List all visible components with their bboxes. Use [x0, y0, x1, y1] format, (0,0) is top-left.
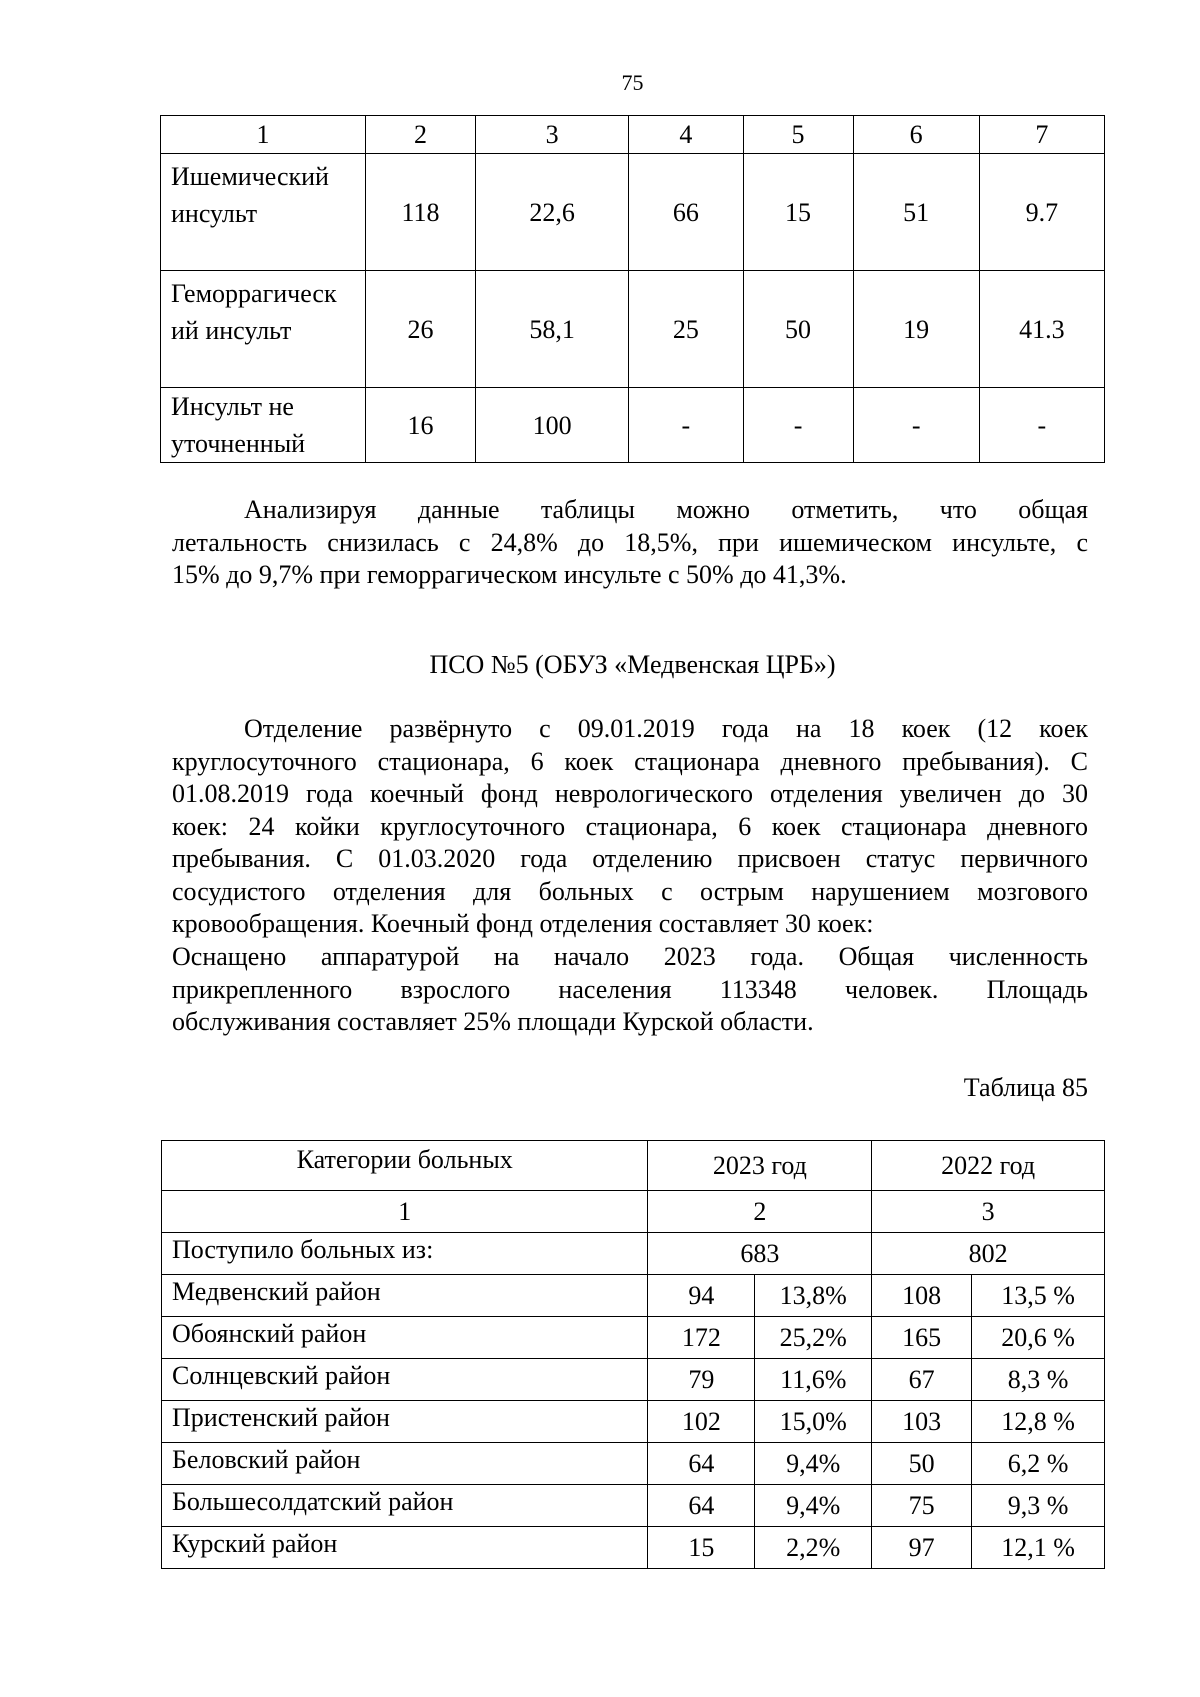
total-row: [162, 1233, 1105, 1275]
percent-2023: 2,2%: [755, 1527, 872, 1569]
column-number: 3: [476, 116, 629, 154]
patient-categories-table: [161, 1140, 1105, 1569]
count-2023: 172: [648, 1317, 755, 1359]
table-cell: 25: [629, 271, 743, 388]
table-cell: -: [853, 388, 979, 463]
column-number: 5: [743, 116, 853, 154]
count-2023: 64: [648, 1443, 755, 1485]
paragraph-line: пребывания. С 01.03.2020 года отделению присвоен статус первичного: [172, 844, 1088, 873]
region-name: Большесолдатский район: [162, 1485, 648, 1527]
paragraph-line: Отделение развёрнуто с 09.01.2019 года на 18 коек (12 коек: [244, 714, 1088, 743]
stroke-type-line: ий инсульт: [171, 316, 292, 345]
percent-2022: 8,3 %: [972, 1359, 1105, 1401]
stroke-type-line: Инсульт не: [171, 392, 294, 421]
table-row: [162, 1485, 1105, 1527]
paragraph-line: летальность снизилась с 24,8% до 18,5%, при ишемическом инсульте, с: [172, 527, 1088, 557]
year-2022-header: 2022 год: [872, 1141, 1105, 1191]
table-cell: -: [743, 388, 853, 463]
table-row: [161, 388, 1105, 463]
region-name: Беловский район: [162, 1443, 648, 1485]
table-cell: -: [629, 388, 743, 463]
region-name: Пристенский район: [162, 1401, 648, 1443]
table-row: [162, 1401, 1105, 1443]
paragraph-line: круглосуточного стационара, 6 коек стационара дневного пребывания). С: [172, 746, 1088, 776]
analysis-paragraph: [172, 494, 1088, 592]
count-2022: 108: [872, 1275, 972, 1317]
table-cell: -: [979, 388, 1104, 463]
category-header: Категории больных: [162, 1141, 648, 1191]
percent-2023: 15,0%: [755, 1401, 872, 1443]
department-paragraph: [172, 713, 1088, 941]
percent-2022: 20,6 %: [972, 1317, 1105, 1359]
total-2023: 683: [648, 1233, 872, 1275]
paragraph-line: обслуживания составляет 25% площади Курской области.: [172, 1007, 814, 1036]
percent-2023: 25,2%: [755, 1317, 872, 1359]
stroke-type-line: Ишемический: [171, 162, 329, 191]
table-cell: 58,1: [476, 271, 629, 388]
table-cell: 26: [365, 271, 475, 388]
count-2022: 50: [872, 1443, 972, 1485]
column-number: 6: [853, 116, 979, 154]
count-2023: 102: [648, 1401, 755, 1443]
stroke-type-line: уточненный: [171, 429, 306, 458]
region-name: Курский район: [162, 1527, 648, 1569]
column-number: 2: [365, 116, 475, 154]
percent-2023: 9,4%: [755, 1443, 872, 1485]
table-row: [162, 1443, 1105, 1485]
table-cell: 50: [743, 271, 853, 388]
percent-2022: 9,3 %: [972, 1485, 1105, 1527]
count-2022: 67: [872, 1359, 972, 1401]
column-number: 3: [872, 1191, 1105, 1233]
table-cell: 16: [365, 388, 475, 463]
column-number: 1: [161, 116, 366, 154]
percent-2023: 9,4%: [755, 1485, 872, 1527]
count-2023: 15: [648, 1527, 755, 1569]
percent-2023: 13,8%: [755, 1275, 872, 1317]
count-2023: 94: [648, 1275, 755, 1317]
paragraph-line: сосудистого отделения для больных с острым нарушением мозгового: [172, 876, 1088, 906]
percent-2022: 13,5 %: [972, 1275, 1105, 1317]
region-name: Медвенский район: [162, 1275, 648, 1317]
stroke-type-cell: [161, 271, 366, 388]
table-cell: 51: [853, 154, 979, 271]
stroke-lethality-table: [160, 115, 1105, 463]
table-row: [161, 154, 1105, 271]
equipment-paragraph: [172, 941, 1088, 1039]
table-cell: 22,6: [476, 154, 629, 271]
year-2023-header: 2023 год: [648, 1141, 872, 1191]
paragraph-line: коек: 24 койки круглосуточного стационара, 6 коек стационара дневного: [172, 811, 1088, 841]
table-row: [162, 1275, 1105, 1317]
paragraph-line: прикрепленного взрослого населения 113348 человек. Площадь: [172, 974, 1088, 1004]
column-number: 1: [162, 1191, 648, 1233]
table-cell: 41.3: [979, 271, 1104, 388]
table-row: [162, 1317, 1105, 1359]
total-2022: 802: [872, 1233, 1105, 1275]
total-label: Поступило больных из:: [162, 1233, 648, 1275]
count-2022: 97: [872, 1527, 972, 1569]
column-number: 4: [629, 116, 743, 154]
region-name: Обоянский район: [162, 1317, 648, 1359]
table-cell: 15: [743, 154, 853, 271]
column-number-row: [162, 1191, 1105, 1233]
percent-2022: 12,1 %: [972, 1527, 1105, 1569]
stroke-type-cell: [161, 154, 366, 271]
count-2023: 64: [648, 1485, 755, 1527]
table-row: [161, 271, 1105, 388]
table-cell: 9.7: [979, 154, 1104, 271]
percent-2023: 11,6%: [755, 1359, 872, 1401]
table-header-row: [162, 1141, 1105, 1191]
count-2022: 75: [872, 1485, 972, 1527]
percent-2022: 6,2 %: [972, 1443, 1105, 1485]
column-number: 2: [648, 1191, 872, 1233]
table-cell: 118: [365, 154, 475, 271]
paragraph-line: 15% до 9,7% при геморрагическом инсульте с 50% до 41,3%.: [172, 560, 847, 589]
paragraph-line: 01.08.2019 года коечный фонд неврологического отделения увеличен до 30: [172, 779, 1088, 808]
table-cell: 19: [853, 271, 979, 388]
table-header-row: [161, 116, 1105, 154]
count-2022: 165: [872, 1317, 972, 1359]
table-row: [162, 1527, 1105, 1569]
paragraph-line: Анализируя данные таблицы можно отметить, что общая: [244, 495, 1088, 524]
column-number: 7: [979, 116, 1104, 154]
table-cell: 66: [629, 154, 743, 271]
paragraph-line: кровообращения. Коечный фонд отделения составляет 30 коек:: [172, 909, 874, 938]
count-2023: 79: [648, 1359, 755, 1401]
table-caption: Таблица 85: [963, 1073, 1088, 1102]
page-number: 75: [621, 70, 644, 95]
stroke-type-line: Геморрагическ: [171, 279, 337, 308]
region-name: Солнцевский район: [162, 1359, 648, 1401]
count-2022: 103: [872, 1401, 972, 1443]
stroke-type-cell: [161, 388, 366, 463]
table-cell: 100: [476, 388, 629, 463]
table-row: [162, 1359, 1105, 1401]
section-title: ПСО №5 (ОБУЗ «Медвенская ЦРБ»): [429, 650, 836, 679]
paragraph-line: Оснащено аппаратурой на начало 2023 года. Общая численность: [172, 942, 1088, 971]
percent-2022: 12,8 %: [972, 1401, 1105, 1443]
stroke-type-line: инсульт: [171, 199, 258, 228]
